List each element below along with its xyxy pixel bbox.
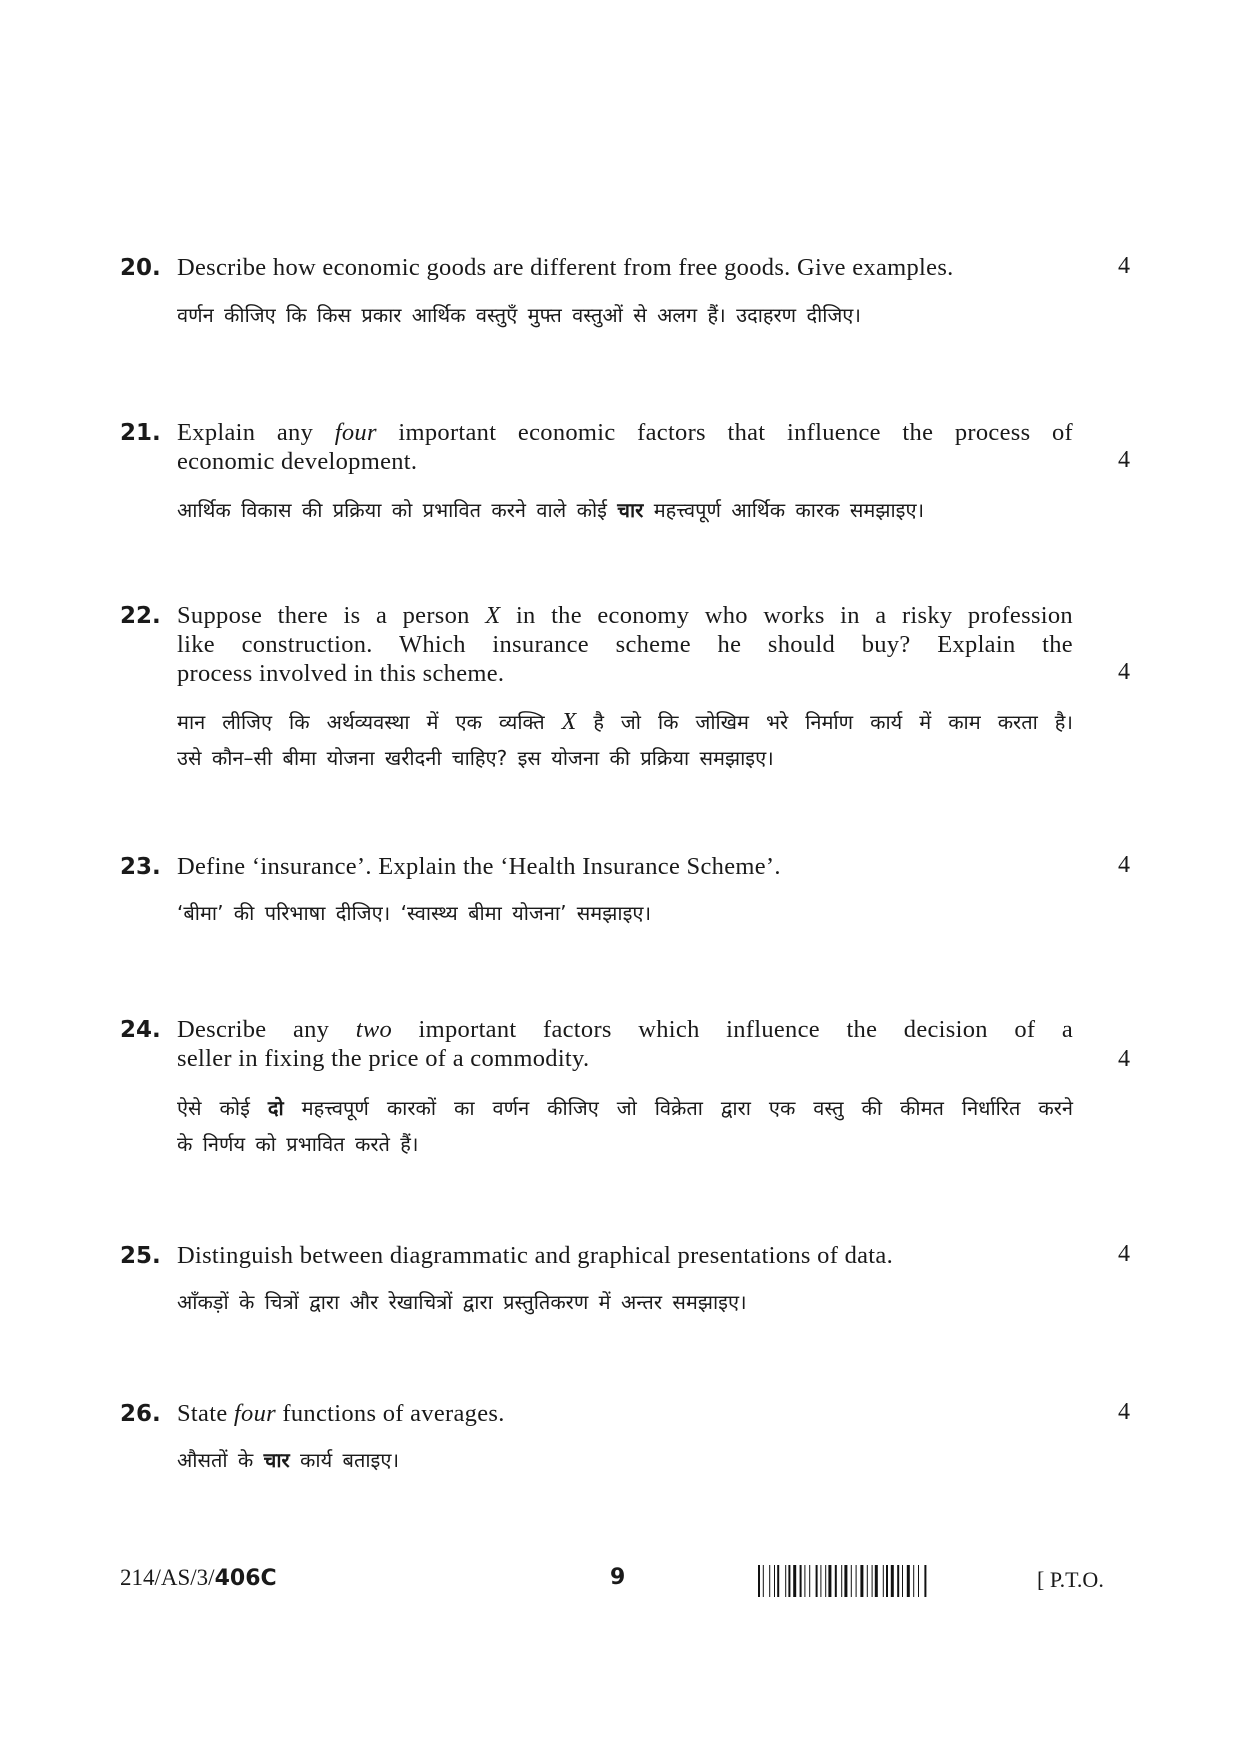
hi-line: आर्थिक विकास की प्रक्रिया को प्रभावित करने वाले कोई चार महत्त्वपूर्ण आर्थिक कारक समझाइए।: [177, 498, 925, 522]
question-text-en: [177, 418, 1073, 476]
emphasis: four: [334, 419, 377, 446]
question-text-en: [177, 1241, 1073, 1270]
en-line: Describe any two important factors which influence the decision of a: [177, 1016, 1073, 1043]
emphasis: four: [233, 1400, 276, 1427]
barcode: [758, 1565, 1016, 1597]
emphasis: चार: [617, 498, 644, 522]
en-line: process involved in this scheme.: [177, 660, 505, 687]
en-line: economic development.: [177, 448, 418, 475]
hi-line: मान लीजिए कि अर्थव्यवस्था में एक व्यक्ति X है जो कि जोखिम भरे निर्माण कार्य में काम करता है।: [177, 709, 1074, 735]
question-text-en: [177, 1015, 1073, 1073]
hi-line: उसे कौन–सी बीमा योजना खरीदनी चाहिए? इस योजना की प्रक्रिया समझाइए।: [177, 746, 774, 770]
en-line: Define ‘insurance’. Explain the ‘Health Insurance Scheme’.: [177, 853, 781, 880]
question-number: 25.: [120, 1243, 161, 1269]
variable: X: [485, 602, 501, 629]
question-text-hi: [177, 1442, 1073, 1478]
emphasis: चार: [263, 1448, 290, 1472]
en-line: like construction. Which insurance scheme he should buy? Explain the: [177, 631, 1073, 658]
emphasis: two: [355, 1016, 393, 1043]
marks: 4: [1118, 852, 1130, 878]
paper-code: 214/AS/3/406C: [120, 1565, 277, 1591]
en-line: Distinguish between diagrammatic and graphical presentations of data.: [177, 1242, 894, 1269]
hi-line: ऐसे कोई दो महत्त्वपूर्ण कारकों का वर्णन कीजिए जो विक्रेता द्वारा एक वस्तु की कीमत निर्धारित करने: [177, 1096, 1074, 1120]
question-text-en: [177, 852, 1073, 881]
question-text-hi: [177, 704, 1073, 776]
marks: 4: [1118, 447, 1130, 473]
question-number: 23.: [120, 854, 161, 880]
question-number: 21.: [120, 420, 161, 446]
marks: 4: [1118, 253, 1130, 279]
question-text-en: [177, 601, 1073, 688]
page-number: 9: [610, 1565, 626, 1590]
en-line: seller in fixing the price of a commodity.: [177, 1045, 590, 1072]
question-text-en: [177, 253, 1073, 282]
question-text-hi: [177, 1284, 1073, 1320]
emphasis: दो: [267, 1096, 284, 1120]
question-text-hi: [177, 492, 1073, 528]
marks: 4: [1118, 1046, 1130, 1072]
question-text-hi: [177, 297, 1073, 333]
marks: 4: [1118, 659, 1130, 685]
hi-line: औसतों के चार कार्य बताइए।: [177, 1448, 400, 1472]
hi-line: वर्णन कीजिए कि किस प्रकार आर्थिक वस्तुएँ मुफ्त वस्तुओं से अलग हैं। उदाहरण दीजिए।: [177, 303, 861, 327]
marks: 4: [1118, 1241, 1130, 1267]
hi-line: ‘बीमा’ की परिभाषा दीजिए। ‘स्वास्थ्य बीमा योजना’ समझाइए।: [177, 901, 652, 925]
question-number: 24.: [120, 1017, 161, 1043]
question-text-en: [177, 1399, 1073, 1428]
hi-line: आँकड़ों के चित्रों द्वारा और रेखाचित्रों द्वारा प्रस्तुतिकरण में अन्तर समझाइए।: [177, 1290, 747, 1314]
marks: 4: [1118, 1399, 1130, 1425]
pto-label: [ P.T.O.: [1037, 1567, 1104, 1592]
en-line: Suppose there is a person X in the economy who works in a risky profession: [177, 602, 1073, 629]
question-text-hi: [177, 895, 1073, 931]
hi-line: के निर्णय को प्रभावित करते हैं।: [177, 1132, 419, 1156]
en-line: Explain any four important economic factors that influence the process of: [177, 419, 1073, 446]
question-number: 22.: [120, 603, 161, 629]
variable: X: [561, 709, 577, 735]
page-footer: [0, 1565, 1241, 1605]
question-number: 20.: [120, 255, 161, 281]
question-text-hi: [177, 1090, 1073, 1162]
en-line: Describe how economic goods are different from free goods. Give examples.: [177, 254, 954, 281]
question-number: 26.: [120, 1401, 161, 1427]
en-line: State four functions of averages.: [177, 1400, 505, 1427]
